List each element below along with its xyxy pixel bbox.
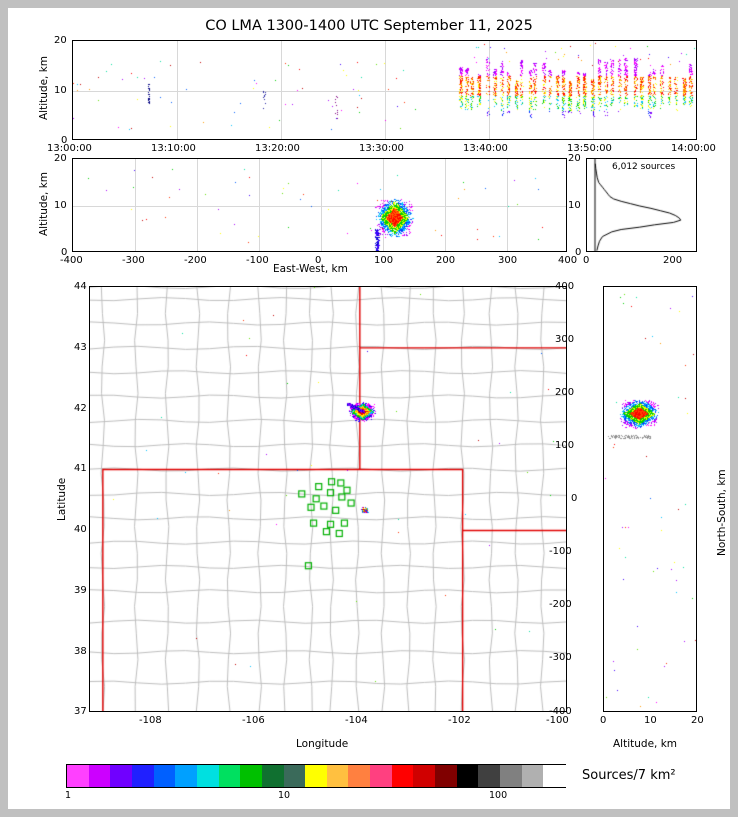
time-panel-xtick-3: 13:30:00 (359, 143, 404, 154)
ew-panel-xtick-8: 400 (558, 255, 578, 266)
hist-xtick-0: 0 (583, 255, 590, 266)
east-west-height-panel (72, 158, 567, 252)
colorbar-segment (110, 765, 132, 787)
time-panel-ytick-20: 20 (54, 35, 67, 46)
map-ytick-41: 41 (74, 463, 87, 474)
map-xtick--106: -106 (242, 715, 265, 726)
north-south-altitude-panel (603, 286, 697, 712)
colorbar-segment (240, 765, 262, 787)
ns-ytick-400: 400 (555, 281, 575, 292)
ew-panel-xtick-4: 0 (315, 255, 322, 266)
colorbar-segment (262, 765, 284, 787)
map-ytick-43: 43 (74, 342, 87, 353)
ns-ytick--100: -100 (549, 546, 572, 557)
hist-ytick-0: 0 (575, 247, 582, 258)
hist-ytick-20: 20 (568, 153, 581, 164)
ns-ytick-100: 100 (555, 440, 575, 451)
ew-panel-xtick-1: -300 (122, 255, 145, 266)
time-panel-xtick-5: 13:50:00 (567, 143, 612, 154)
map-ytick-38: 38 (74, 646, 87, 657)
colorbar (66, 764, 566, 788)
colorbar-title: Sources/7 km² (582, 768, 676, 783)
time-panel-xtick-1: 13:10:00 (151, 143, 196, 154)
ew-panel-ytick-20: 20 (54, 153, 67, 164)
time-panel-ytick-10: 10 (54, 85, 67, 96)
map-ytick-40: 40 (74, 524, 87, 535)
colorbar-segment (413, 765, 435, 787)
ew-panel-xtick-7: 300 (498, 255, 518, 266)
source-count-label: 6,012 sources (612, 162, 676, 172)
ew-panel-ytick-10: 10 (54, 200, 67, 211)
colorbar-segment (478, 765, 500, 787)
colorbar-segment (175, 765, 197, 787)
ns-xtick-0: 0 (600, 715, 607, 726)
time-panel-xtick-4: 13:40:00 (463, 143, 508, 154)
ns-ytick--200: -200 (549, 599, 572, 610)
map-ytick-44: 44 (74, 281, 87, 292)
ew-panel-xtick-0: -400 (60, 255, 83, 266)
time-panel-xtick-6: 14:00:00 (671, 143, 716, 154)
colorbar-segment (348, 765, 370, 787)
ns-xlabel: Altitude, km (613, 738, 678, 750)
map-panel (89, 286, 567, 712)
hist-ytick-10: 10 (568, 200, 581, 211)
map-ylabel: Latitude (56, 477, 68, 521)
colorbar-segment (392, 765, 414, 787)
ns-ytick-200: 200 (555, 387, 575, 398)
colorbar-segment (89, 765, 111, 787)
colorbar-segment (543, 765, 565, 787)
time-panel-xtick-2: 13:20:00 (255, 143, 300, 154)
ew-panel-xtick-3: -100 (246, 255, 269, 266)
map-xtick--102: -102 (448, 715, 471, 726)
map-xlabel: Longitude (296, 738, 349, 750)
time-height-panel (72, 40, 697, 140)
hist-xtick-200: 200 (663, 255, 683, 266)
ew-panel-ytick-0: 0 (61, 247, 68, 258)
colorbar-segment (327, 765, 349, 787)
ns-ytick--300: -300 (549, 652, 572, 663)
colorbar-tick-10: 10 (278, 790, 291, 801)
colorbar-segment (457, 765, 479, 787)
page-title: CO LMA 1300-1400 UTC September 11, 2025 (205, 18, 533, 34)
map-ytick-42: 42 (74, 403, 87, 414)
colorbar-segment (67, 765, 89, 787)
ew-panel-xtick-6: 200 (436, 255, 456, 266)
colorbar-segment (500, 765, 522, 787)
ns-ylabel: North-South, km (716, 469, 728, 556)
ns-ytick--400: -400 (549, 706, 572, 717)
colorbar-segment (132, 765, 154, 787)
ew-panel-xtick-5: 100 (374, 255, 394, 266)
figure-canvas (8, 8, 730, 809)
colorbar-segment (305, 765, 327, 787)
colorbar-segment (219, 765, 241, 787)
ew-panel-ylabel: Altitude, km (38, 171, 50, 236)
ew-panel-xlabel: East-West, km (273, 263, 348, 275)
map-ytick-39: 39 (74, 585, 87, 596)
ns-ytick-0: 0 (571, 493, 578, 504)
time-panel-ylabel: Altitude, km (38, 55, 50, 120)
colorbar-segment (435, 765, 457, 787)
map-xtick--104: -104 (345, 715, 368, 726)
map-xtick--108: -108 (139, 715, 162, 726)
time-panel-ytick-0: 0 (61, 135, 68, 146)
ns-ytick-300: 300 (555, 334, 575, 345)
ns-xtick-20: 20 (691, 715, 704, 726)
colorbar-segment (522, 765, 544, 787)
altitude-histogram-panel (586, 158, 697, 252)
map-xtick--100: -100 (546, 715, 569, 726)
colorbar-tick-100: 100 (489, 790, 508, 801)
colorbar-tick-1: 1 (65, 790, 72, 801)
time-panel-xtick-0: 13:00:00 (47, 143, 92, 154)
colorbar-segment (154, 765, 176, 787)
ew-panel-xtick-2: -200 (184, 255, 207, 266)
colorbar-segment (284, 765, 306, 787)
ns-xtick-10: 10 (644, 715, 657, 726)
colorbar-segment (370, 765, 392, 787)
map-ytick-37: 37 (74, 706, 87, 717)
colorbar-segment (197, 765, 219, 787)
